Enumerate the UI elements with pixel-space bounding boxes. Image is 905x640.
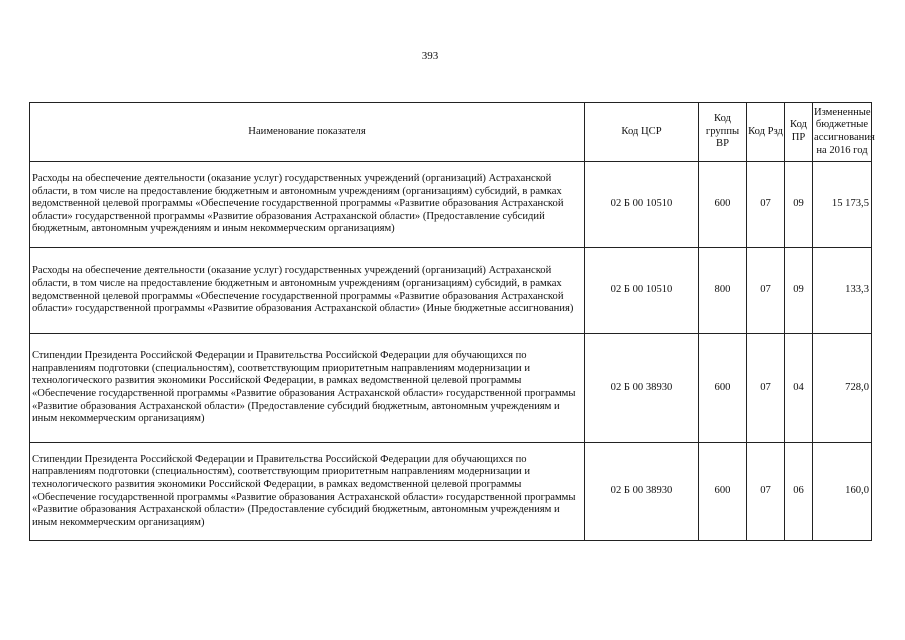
table-row — [30, 334, 872, 443]
cell-csr: 02 Б 00 10510 — [585, 162, 699, 248]
cell-vr: 600 — [699, 443, 747, 541]
header-vr: Код группы ВР — [699, 103, 747, 162]
cell-rzd: 07 — [747, 334, 785, 443]
budget-table — [29, 102, 875, 541]
table-header-row — [30, 103, 872, 162]
cell-rzd: 07 — [747, 443, 785, 541]
header-rzd: Код Рзд — [747, 103, 785, 162]
cell-pr: 06 — [785, 443, 813, 541]
cell-rzd: 07 — [747, 248, 785, 334]
cell-name: Расходы на обеспечение деятельности (оказание услуг) государственных учреждений (организаций) Астраханской области, в том числе на предоставление бюджетным и автономным учреждениям (организациям) субсидий, в рамках ведомственной целевой программы «Обеспечение государственной программы «Развитие образования Астраханской области» государственной программы «Развитие образования Астраханской области» (Иные бюджетные ассигнования) — [30, 248, 585, 334]
cell-pr: 09 — [785, 162, 813, 248]
cell-amount: 15 173,5 — [813, 162, 872, 248]
header-csr: Код ЦСР — [585, 103, 699, 162]
header-pr: Код ПР — [785, 103, 813, 162]
cell-vr: 800 — [699, 248, 747, 334]
table-row — [30, 443, 872, 541]
cell-csr: 02 Б 00 38930 — [585, 334, 699, 443]
cell-pr: 09 — [785, 248, 813, 334]
header-name: Наименование показателя — [30, 103, 585, 162]
cell-csr: 02 Б 00 38930 — [585, 443, 699, 541]
cell-name: Стипендии Президента Российской Федерации и Правительства Российской Федерации для обучающихся по направлениям подготовки (специальностям), соответствующим приоритетным направлениям модернизации и технологического развития экономики Российской Федерации, в рамках ведомственной целевой программы «Обеспечение государственной программы «Развитие образования Астраханской области» государственной программы «Развитие образования Астраханской области» (Предоставление субсидий бюджетным, автономным учреждениям и иным некоммерческим организациям) — [30, 334, 585, 443]
cell-amount: 133,3 — [813, 248, 872, 334]
cell-name: Расходы на обеспечение деятельности (оказание услуг) государственных учреждений (организаций) Астраханской области, в том числе на предоставление бюджетным и автономным учреждениям (организациям) субсидий, в рамках ведомственной целевой программы «Обеспечение государственной программы «Развитие образования Астраханской области» государственной программы «Развитие образования Астраханской области» (Предоставление субсидий бюджетным, автономным учреждениям и иным некоммерческим организациям) — [30, 162, 585, 248]
cell-name: Стипендии Президента Российской Федерации и Правительства Российской Федерации для обучающихся по направлениям подготовки (специальностям), соответствующим приоритетным направлениям модернизации и технологического развития экономики Российской Федерации, в рамках ведомственной целевой программы «Обеспечение государственной программы «Развитие образования Астраханской области» государственной программы «Развитие образования Астраханской области» (Предоставление субсидий бюджетным, автономным учреждениям и иным некоммерческим организациям) — [30, 443, 585, 541]
header-amount: Измененные бюджетные ассигнования на 2016 год — [813, 103, 872, 162]
cell-rzd: 07 — [747, 162, 785, 248]
page-number: 393 — [421, 50, 439, 62]
cell-amount: 728,0 — [813, 334, 872, 443]
table-row — [30, 248, 872, 334]
cell-csr: 02 Б 00 10510 — [585, 248, 699, 334]
cell-vr: 600 — [699, 334, 747, 443]
cell-vr: 600 — [699, 162, 747, 248]
cell-amount: 160,0 — [813, 443, 872, 541]
cell-pr: 04 — [785, 334, 813, 443]
table-row — [30, 162, 872, 248]
